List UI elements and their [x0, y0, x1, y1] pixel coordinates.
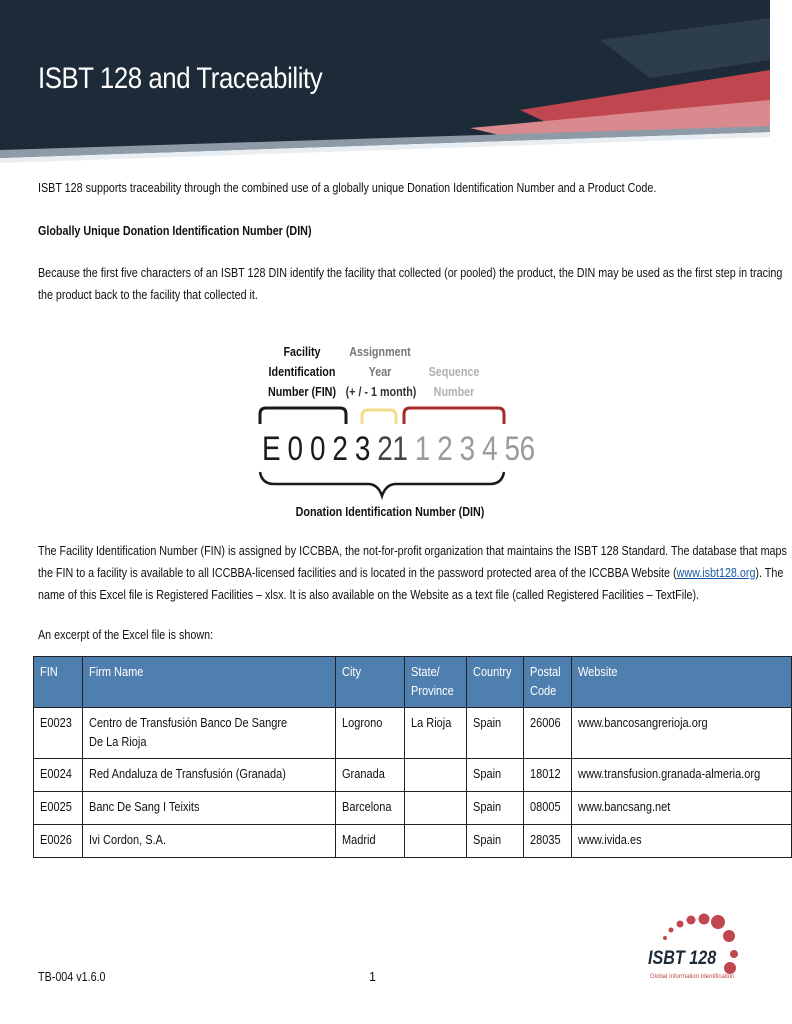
column-header: State/ Province — [405, 657, 467, 708]
din-digits — [262, 430, 535, 469]
page-title: ISBT 128 and Traceability — [38, 62, 323, 95]
table-cell: Spain — [467, 792, 524, 825]
table-cell — [405, 792, 467, 825]
fin-label-line: Identification — [268, 365, 336, 379]
table-cell: Granada — [336, 759, 405, 792]
din-year-chars: 21 — [377, 430, 408, 468]
table-cell: 08005 — [523, 792, 571, 825]
fin-label-line: Facility — [283, 345, 321, 359]
table-cell: www.bancosangrerioja.org — [571, 708, 791, 759]
table-cell: Barcelona — [336, 792, 405, 825]
fin-paragraph-text: ). The — [755, 566, 784, 580]
table-cell: Logrono — [336, 708, 405, 759]
logo-text: ISBT 128 — [648, 948, 717, 969]
table-cell: Spain — [467, 759, 524, 792]
table-row — [34, 759, 792, 792]
fin-label-line: Number (FIN) — [267, 385, 337, 399]
table-cell: Banc De Sang I Teixits — [83, 792, 336, 825]
table-cell: E0023 — [34, 708, 83, 759]
isbt-logo — [640, 910, 740, 990]
seq-label — [420, 362, 489, 402]
fin-paragraph-text: the FIN to a facility is available to all ICCBBA-licensed facilities and is located in the password protected area of the ICCBBA Website ( — [38, 566, 677, 580]
document-id: TB-004 v1.6.0 — [38, 970, 106, 984]
page-number: 1 — [369, 970, 376, 984]
table-cell: www.ivida.es — [571, 825, 791, 858]
column-header: Country — [467, 657, 524, 708]
table-cell: Centro de Transfusión Banco De Sangre De La Rioja — [83, 708, 336, 759]
column-header: City — [336, 657, 405, 708]
registered-facilities-table — [33, 656, 792, 858]
logo-tagline: Global Information Identification — [650, 974, 735, 980]
table-cell: Madrid — [336, 825, 405, 858]
intro-text: ISBT 128 supports traceability through the combined use of a globally unique Donation Identification Number and a Product Code. — [38, 181, 657, 195]
excerpt-label: An excerpt of the Excel file is shown: — [38, 628, 214, 642]
din-caption: Donation Identification Number (DIN) — [295, 505, 485, 519]
din-paragraph-line2: the product back to the facility that collected it. — [38, 288, 258, 302]
fin-paragraph-line1: The Facility Identification Number (FIN) is assigned by ICCBBA, the not-for-profit organization that maintains the ISBT 128 Standard. The database that maps — [38, 544, 787, 558]
table-cell: E0024 — [34, 759, 83, 792]
column-header: Website — [571, 657, 791, 708]
table-cell: Red Andaluza de Transfusión (Granada) — [83, 759, 336, 792]
table-cell — [405, 825, 467, 858]
column-header: FIN — [34, 657, 83, 708]
seq-label-line: Sequence — [428, 365, 480, 379]
table-cell: Spain — [467, 708, 524, 759]
year-label — [346, 342, 415, 402]
table-cell: 26006 — [523, 708, 571, 759]
table-cell: 18012 — [523, 759, 571, 792]
table-cell: E0025 — [34, 792, 83, 825]
seq-label-line: Number — [433, 385, 475, 399]
header-banner — [0, 0, 770, 165]
table-cell — [405, 759, 467, 792]
table-header-row — [34, 657, 792, 708]
year-label-line: Year — [368, 365, 392, 379]
isbt-website-link[interactable]: www.isbt128.org — [676, 566, 756, 580]
fin-paragraph-line3: name of this Excel file is Registered Facilities – xlsx. It is also available on the Website as a text file (called Registered Facilities – TextFile). — [38, 588, 700, 602]
table-row — [34, 825, 792, 858]
section-heading: Globally Unique Donation Identification Number (DIN) — [38, 224, 312, 238]
column-header: Postal Code — [523, 657, 571, 708]
fin-label — [268, 342, 337, 402]
table-cell: E0026 — [34, 825, 83, 858]
column-header: Firm Name — [83, 657, 336, 708]
table-cell: Spain — [467, 825, 524, 858]
fin-paragraph-line2 — [38, 562, 783, 584]
table-cell: www.transfusion.granada-almeria.org — [571, 759, 791, 792]
table-cell: www.bancsang.net — [571, 792, 791, 825]
table-cell: La Rioja — [405, 708, 467, 759]
table-row — [34, 708, 792, 759]
year-label-line: (+ / - 1 month) — [345, 385, 417, 399]
din-seq-chars: 1 2 3 4 56 — [414, 430, 535, 468]
year-label-line: Assignment — [349, 345, 411, 359]
din-fin-chars: E 0 0 2 3 — [262, 430, 370, 468]
table-cell: 28035 — [523, 825, 571, 858]
table-cell: Ivi Cordon, S.A. — [83, 825, 336, 858]
table-row — [34, 792, 792, 825]
din-paragraph-line1: Because the first five characters of an ISBT 128 DIN identify the facility that collected (or pooled) the product, the DIN may be used as the first step in tracing — [38, 266, 783, 280]
